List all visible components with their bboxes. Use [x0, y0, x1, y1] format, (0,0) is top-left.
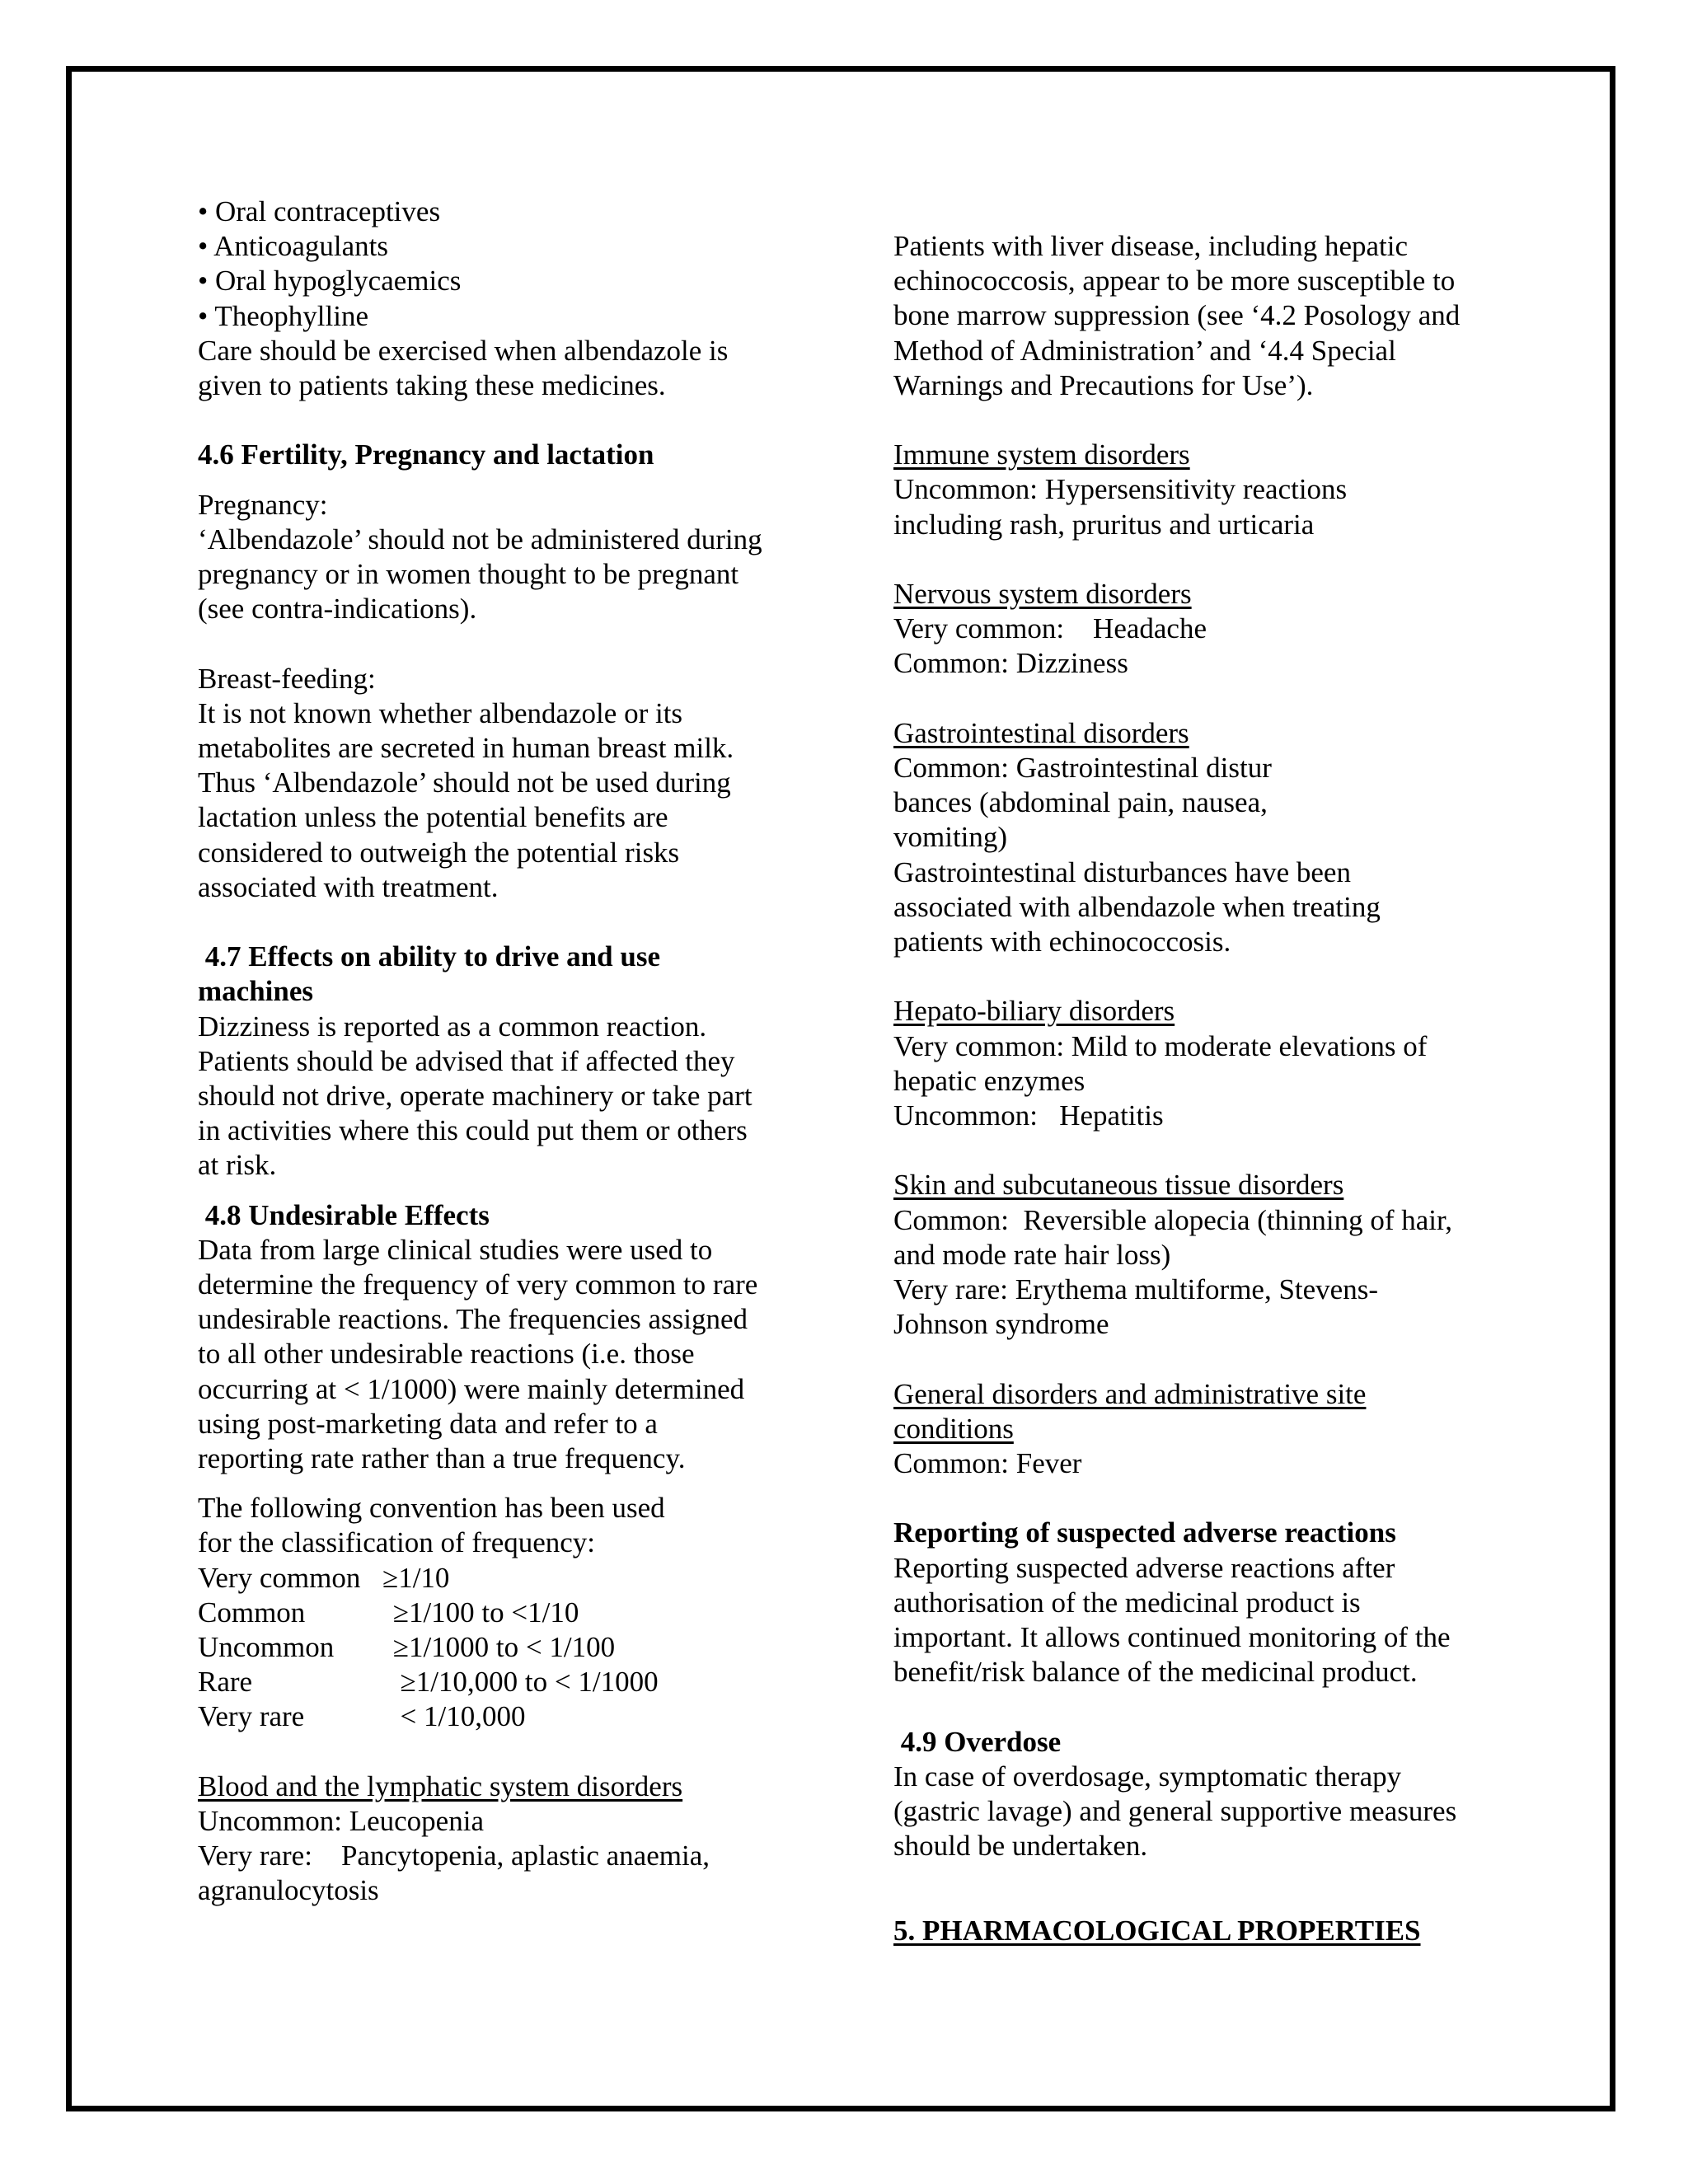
frequency-term: Uncommon [198, 1631, 335, 1664]
bullet-oral-contraceptives: • Oral contraceptives [198, 195, 441, 227]
section-4-9-text: should be undertaken. [893, 1830, 1148, 1863]
section-4-7-text: at risk. [198, 1149, 277, 1182]
gastrointestinal-disorders-text: associated with albendazole when treating [893, 890, 1381, 923]
pregnancy-label: Pregnancy: [198, 488, 328, 521]
skin-disorders-text: Johnson syndrome [893, 1308, 1109, 1341]
gastrointestinal-disorders-text: Gastrointestinal disturbances have been [893, 855, 1351, 888]
gastrointestinal-disorders-text: bances (abdominal pain, nausea, [893, 786, 1268, 819]
section-4-7-heading: machines [198, 975, 313, 1008]
pregnancy-text: pregnancy or in women thought to be pregnant [198, 558, 739, 591]
hepato-biliary-disorders-text: Very common: Mild to moderate elevations of [893, 1029, 1428, 1062]
breast-feeding-label: Breast-feeding: [198, 662, 376, 695]
general-disorders-heading: General disorders and administrative site [893, 1377, 1367, 1410]
immune-disorders-text: including rash, pruritus and urticaria [893, 508, 1315, 541]
breast-feeding-text: metabolites are secreted in human breast milk. [198, 732, 734, 765]
frequency-term: Common [198, 1596, 306, 1629]
frequency-row [198, 1665, 841, 1699]
frequency-term: Rare [198, 1666, 253, 1699]
liver-disease-text: Patients with liver disease, including hepatic [893, 230, 1409, 262]
section-5-heading: 5. PHARMACOLOGICAL PROPERTIES [893, 1914, 1421, 1947]
section-4-7-heading: 4.7 Effects on ability to drive and use [198, 940, 660, 973]
right-column [893, 229, 1536, 1948]
section-4-7-text: Dizziness is reported as a common reaction. [198, 1010, 707, 1043]
section-4-8-text: determine the frequency of very common to rare [198, 1268, 758, 1301]
frequency-term: Very rare [198, 1700, 305, 1733]
skin-disorders-heading: Skin and subcutaneous tissue disorders [893, 1169, 1344, 1202]
convention-text: The following convention has been used [198, 1492, 665, 1525]
bullet-theophylline: • Theophylline [198, 299, 368, 332]
nervous-disorders-text: Very common: Headache [893, 612, 1207, 645]
blood-disorders-text: Uncommon: Leucopenia [198, 1805, 484, 1837]
section-4-9-heading: 4.9 Overdose [893, 1725, 1062, 1758]
skin-disorders-text: Common: Reversible alopecia (thinning of hair, [893, 1203, 1453, 1236]
blood-disorders-text: Very rare: Pancytopenia, aplastic anaemia, [198, 1840, 710, 1872]
gastrointestinal-disorders-text: vomiting) [893, 821, 1008, 854]
section-4-8-text: reporting rate rather than a true frequency. [198, 1442, 686, 1475]
pregnancy-text: (see contra-indications). [198, 593, 477, 626]
frequency-row [198, 1596, 841, 1630]
section-4-8-text: to all other undesirable reactions (i.e. those [198, 1338, 695, 1371]
reporting-text: benefit/risk balance of the medicinal product. [893, 1656, 1418, 1689]
immune-disorders-text: Uncommon: Hypersensitivity reactions [893, 473, 1348, 506]
hepato-biliary-disorders-text: Uncommon: Hepatitis [893, 1099, 1164, 1132]
reporting-text: authorisation of the medicinal product is [893, 1586, 1361, 1619]
hepato-biliary-disorders-text: hepatic enzymes [893, 1064, 1085, 1097]
breast-feeding-text: It is not known whether albendazole or its [198, 696, 683, 729]
liver-disease-text: echinococcosis, appear to be more susceptible to [893, 265, 1456, 298]
blood-disorders-heading: Blood and the lymphatic system disorders [198, 1769, 683, 1802]
reporting-heading: Reporting of suspected adverse reactions [893, 1516, 1396, 1549]
convention-text: for the classification of frequency: [198, 1526, 596, 1559]
nervous-disorders-text: Common: Dizziness [893, 647, 1128, 680]
hepato-biliary-disorders-heading: Hepato-biliary disorders [893, 995, 1175, 1028]
care-text: Care should be exercised when albendazole is [198, 334, 729, 367]
section-4-8-heading: 4.8 Undesirable Effects [198, 1198, 490, 1231]
reporting-text: Reporting suspected adverse reactions after [893, 1551, 1395, 1584]
frequency-range: < 1/10,000 [386, 1700, 526, 1733]
breast-feeding-text: Thus ‘Albendazole’ should not be used during [198, 766, 731, 799]
bullet-oral-hypoglycaemics: • Oral hypoglycaemics [198, 265, 462, 298]
liver-disease-text: bone marrow suppression (see ‘4.2 Posology and [893, 299, 1461, 332]
general-disorders-heading: conditions [893, 1412, 1014, 1445]
frequency-row [198, 1561, 841, 1596]
section-4-8-text: undesirable reactions. The frequencies assigned [198, 1303, 748, 1336]
bullet-anticoagulants: • Anticoagulants [198, 230, 388, 263]
breast-feeding-text: associated with treatment. [198, 870, 499, 903]
left-column [198, 194, 841, 1909]
section-4-7-text: should not drive, operate machinery or take part [198, 1080, 753, 1113]
frequency-range: ≥1/1000 to < 1/100 [386, 1631, 616, 1664]
pregnancy-text: ‘Albendazole’ should not be administered during [198, 523, 762, 555]
section-4-9-text: In case of overdosage, symptomatic therapy [893, 1760, 1402, 1793]
breast-feeding-text: considered to outweigh the potential risks [198, 836, 680, 869]
section-4-9-text: (gastric lavage) and general supportive measures [893, 1795, 1457, 1828]
frequency-range: ≥1/10,000 to < 1/1000 [386, 1666, 659, 1699]
frequency-row [198, 1630, 841, 1665]
section-4-8-text: occurring at < 1/1000) were mainly determined [198, 1372, 745, 1405]
section-4-6-heading: 4.6 Fertility, Pregnancy and lactation [198, 438, 654, 471]
frequency-range: ≥1/10 [382, 1561, 450, 1594]
gastrointestinal-disorders-text: patients with echinococcosis. [893, 926, 1231, 958]
liver-disease-text: Method of Administration’ and ‘4.4 Special [893, 334, 1396, 367]
section-4-8-text: Data from large clinical studies were used to [198, 1233, 713, 1266]
care-text: given to patients taking these medicines. [198, 369, 666, 402]
nervous-disorders-heading: Nervous system disorders [893, 578, 1192, 610]
immune-disorders-heading: Immune system disorders [893, 438, 1190, 471]
liver-disease-text: Warnings and Precautions for Use’). [893, 368, 1314, 401]
blood-disorders-text: agranulocytosis [198, 1874, 379, 1907]
section-4-8-text: using post-marketing data and refer to a [198, 1407, 658, 1440]
frequency-term: Very common [198, 1561, 361, 1594]
breast-feeding-text: lactation unless the potential benefits are [198, 801, 668, 834]
reporting-text: important. It allows continued monitoring of the [893, 1621, 1451, 1654]
skin-disorders-text: Very rare: Erythema multiforme, Stevens- [893, 1273, 1378, 1306]
section-4-7-text: Patients should be advised that if affected they [198, 1044, 735, 1077]
gastrointestinal-disorders-text: Common: Gastrointestinal distur [893, 752, 1272, 784]
section-4-7-text: in activities where this could put them or others [198, 1114, 748, 1147]
gastrointestinal-disorders-heading: Gastrointestinal disorders [893, 716, 1189, 749]
general-disorders-text: Common: Fever [893, 1447, 1082, 1480]
frequency-range: ≥1/100 to <1/10 [386, 1596, 579, 1629]
skin-disorders-text: and mode rate hair loss) [893, 1238, 1171, 1271]
frequency-row [198, 1699, 841, 1734]
